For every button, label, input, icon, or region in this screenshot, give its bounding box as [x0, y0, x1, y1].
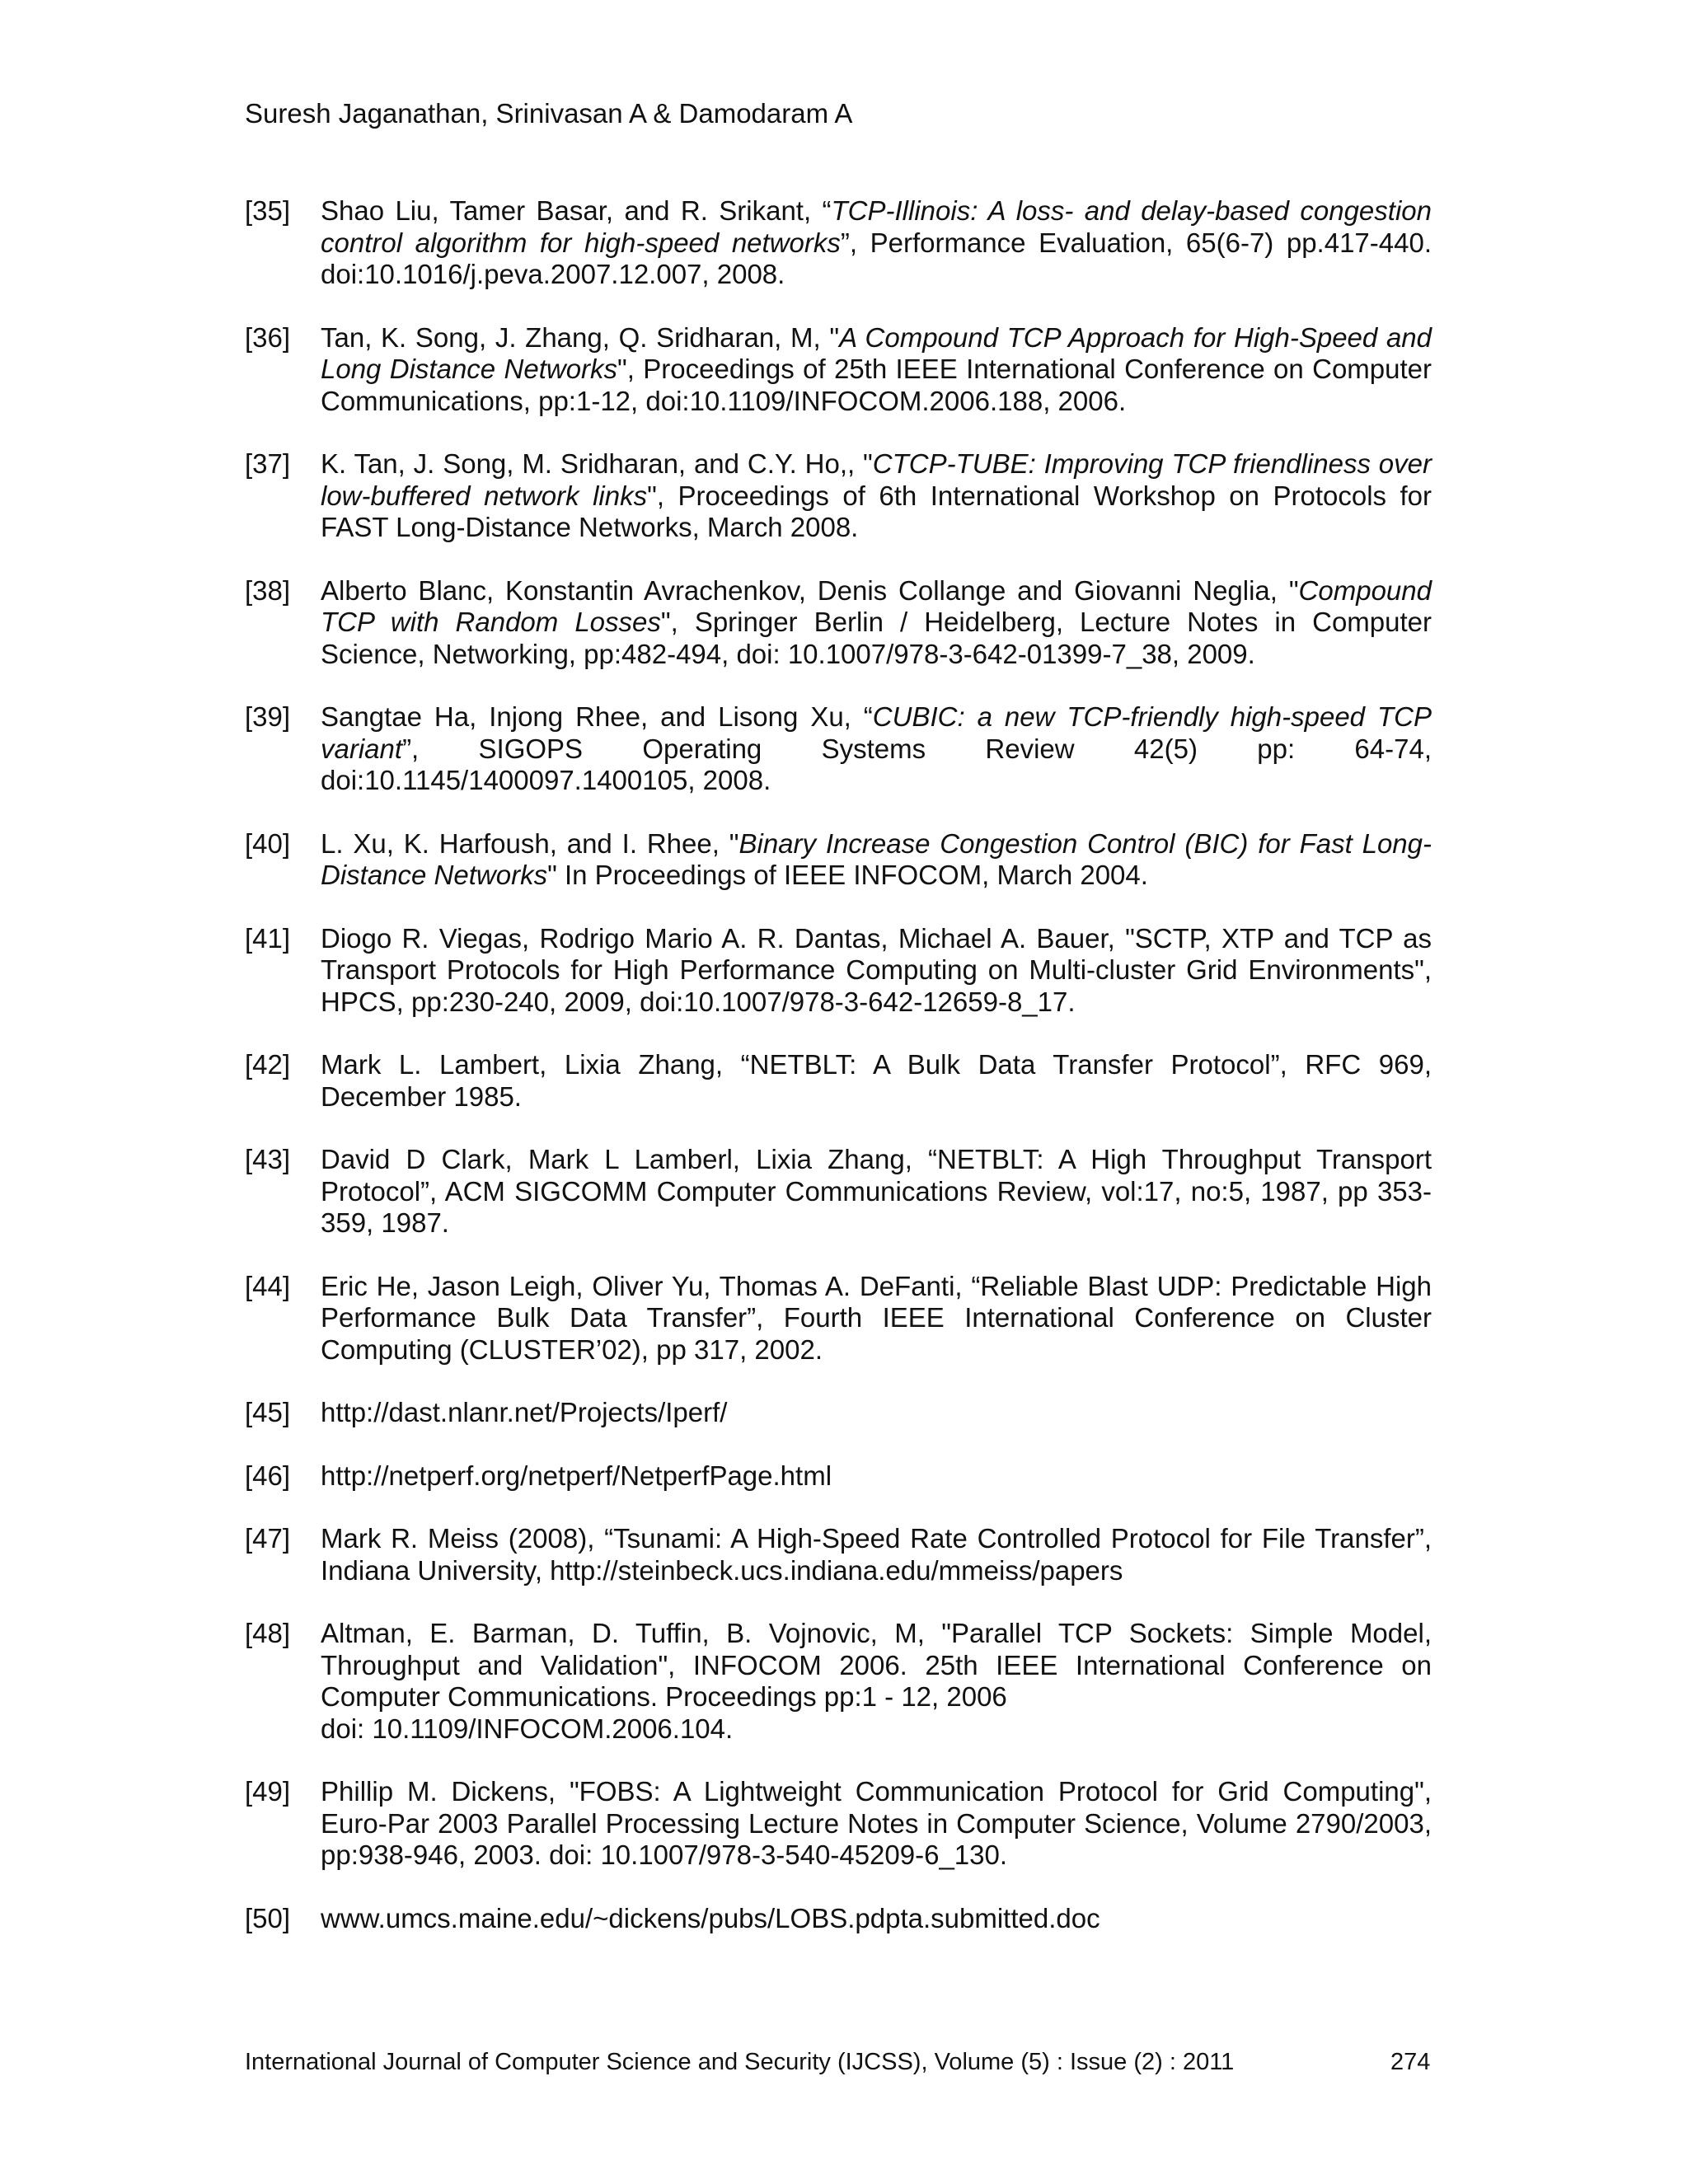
reference-link[interactable]: http://dast.nlanr.net/Projects/Iperf/	[321, 1397, 728, 1427]
reference-number: [44]	[245, 1270, 291, 1301]
reference-item	[245, 1523, 1432, 1586]
reference-item	[245, 1460, 1432, 1493]
reference-text: Phillip M. Dickens, "FOBS: A Lightweight Communication Protocol for Grid Computing", Euro-Par 2003 Parallel Processing Lecture Notes in Computer Science, Volume 2790/2003, pp:938-946, 2003. doi: 10.1007/978-3-540-45209-6_130.	[321, 1776, 1432, 1870]
reference-title: Binary Increase Congestion Control (BIC) for Fast Long-Distance Networks	[321, 827, 1432, 890]
reference-title: Compound TCP with Random Losses	[321, 574, 1432, 637]
reference-item	[245, 1776, 1432, 1872]
reference-number: [37]	[245, 448, 291, 479]
reference-item	[245, 1903, 1432, 1935]
reference-number: [39]	[245, 701, 291, 732]
reference-item	[245, 701, 1432, 797]
reference-text: Mark R. Meiss (2008), “Tsunami: A High-Speed Rate Controlled Protocol for File Transfer”, Indiana University, http://steinbeck.ucs.indiana.edu/mmeiss/papers	[321, 1523, 1432, 1586]
reference-list	[245, 195, 1432, 1966]
reference-number: [45]	[245, 1397, 291, 1427]
reference-number: [35]	[245, 195, 291, 226]
reference-number: [38]	[245, 574, 291, 606]
reference-title: TCP-Illinois: A loss- and delay-based congestion control algorithm for high-speed networks	[321, 195, 1432, 258]
reference-item	[245, 575, 1432, 671]
reference-number: [49]	[245, 1776, 291, 1807]
reference-text: Diogo R. Viegas, Rodrigo Mario A. R. Dantas, Michael A. Bauer, "SCTP, XTP and TCP as Transport Protocols for High Performance Computing on Multi-cluster Grid Environments", HPCS, pp:230-240, 2009, doi:10.1007/978-3-642-12659-8_17.	[321, 922, 1432, 1017]
running-header-authors: Suresh Jaganathan, Srinivasan A & Damodaram A	[245, 98, 853, 129]
reference-item	[245, 1271, 1432, 1366]
reference-text: Sangtae Ha, Injong Rhee, and Lisong Xu, “CUBIC: a new TCP-friendly high-speed TCP variant”, SIGOPS Operating Systems Review 42(5) pp: 64-74, doi:10.1145/1400097.1400105, 2008.	[321, 701, 1432, 795]
reference-title: CTCP-TUBE: Improving TCP friendliness over low-buffered network links	[321, 448, 1432, 511]
reference-text: Tan, K. Song, J. Zhang, Q. Sridharan, M, "A Compound TCP Approach for High-Speed and Long Distance Networks", Proceedings of 25th IEEE International Conference on Computer Communications, pp:1-12, doi:10.1109/INFOCOM.2006.188, 2006.	[321, 321, 1432, 416]
reference-text: L. Xu, K. Harfoush, and I. Rhee, "Binary Increase Congestion Control (BIC) for Fast Long-Distance Networks" In Proceedings of IEEE INFOCOM, March 2004.	[321, 827, 1432, 890]
reference-number: [47]	[245, 1523, 291, 1554]
reference-title: A Compound TCP Approach for High-Speed and Long Distance Networks	[321, 321, 1432, 384]
footer-journal: International Journal of Computer Science and Security (IJCSS), Volume (5) : Issue (2) : 2011	[245, 2049, 1235, 2075]
reference-text: David D Clark, Mark L Lamberl, Lixia Zhang, “NETBLT: A High Throughput Transport Protocol”, ACM SIGCOMM Computer Communications Review, vol:17, no:5, 1987, pp 353-359, 1987.	[321, 1144, 1432, 1238]
reference-doi: doi: 10.1109/INFOCOM.2006.104.	[321, 1713, 734, 1744]
reference-item	[245, 448, 1432, 544]
reference-text: Altman, E. Barman, D. Tuffin, B. Vojnovic, M, "Parallel TCP Sockets: Simple Model, Throughput and Validation", INFOCOM 2006. 25th IEEE International Conference on Computer Communications. Proceedings pp:1 - 12, 2006	[321, 1618, 1432, 1712]
reference-text: Eric He, Jason Leigh, Oliver Yu, Thomas A. DeFanti, “Reliable Blast UDP: Predictable High Performance Bulk Data Transfer”, Fourth IEEE International Conference on Cluster Computing (CLUSTER’02), pp 317, 2002.	[321, 1270, 1432, 1365]
reference-number: [50]	[245, 1902, 291, 1933]
reference-text: Mark L. Lambert, Lixia Zhang, “NETBLT: A Bulk Data Transfer Protocol”, RFC 969, December 1985.	[321, 1049, 1432, 1112]
reference-link[interactable]: www.umcs.maine.edu/~dickens/pubs/LOBS.pdpta.submitted.doc	[321, 1902, 1100, 1933]
reference-text: K. Tan, J. Song, M. Sridharan, and C.Y. Ho,, "CTCP-TUBE: Improving TCP friendliness over low-buffered network links", Proceedings of 6th International Workshop on Protocols for FAST Long-Distance Networks, March 2008.	[321, 448, 1432, 542]
reference-item	[245, 1397, 1432, 1429]
reference-item	[245, 1049, 1432, 1113]
reference-title: CUBIC: a new TCP-friendly high-speed TCP variant	[321, 701, 1432, 764]
reference-item	[245, 195, 1432, 291]
reference-item	[245, 322, 1432, 418]
reference-text: Shao Liu, Tamer Basar, and R. Srikant, “TCP-Illinois: A loss- and delay-based congestion control algorithm for high-speed networks”, Performance Evaluation, 65(6-7) pp.417-440. doi:10.1016/j.peva.2007.12.007, 2008.	[321, 195, 1432, 289]
page-number: 274	[1390, 2049, 1431, 2075]
reference-item	[245, 1618, 1432, 1745]
reference-item	[245, 1144, 1432, 1240]
reference-number: [48]	[245, 1618, 291, 1648]
reference-number: [40]	[245, 827, 291, 859]
reference-item	[245, 923, 1432, 1019]
reference-number: [43]	[245, 1144, 291, 1174]
reference-number: [41]	[245, 922, 291, 954]
reference-text: Alberto Blanc, Konstantin Avrachenkov, Denis Collange and Giovanni Neglia, "Compound TCP with Random Losses", Springer Berlin / Heidelberg, Lecture Notes in Computer Science, Networking, pp:482-494, doi: 10.1007/978-3-642-01399-7_38, 2009.	[321, 574, 1432, 669]
reference-number: [42]	[245, 1049, 291, 1080]
reference-number: [36]	[245, 321, 291, 353]
reference-number: [46]	[245, 1460, 291, 1491]
reference-link[interactable]: http://netperf.org/netperf/NetperfPage.html	[321, 1460, 832, 1491]
reference-item	[245, 828, 1432, 892]
